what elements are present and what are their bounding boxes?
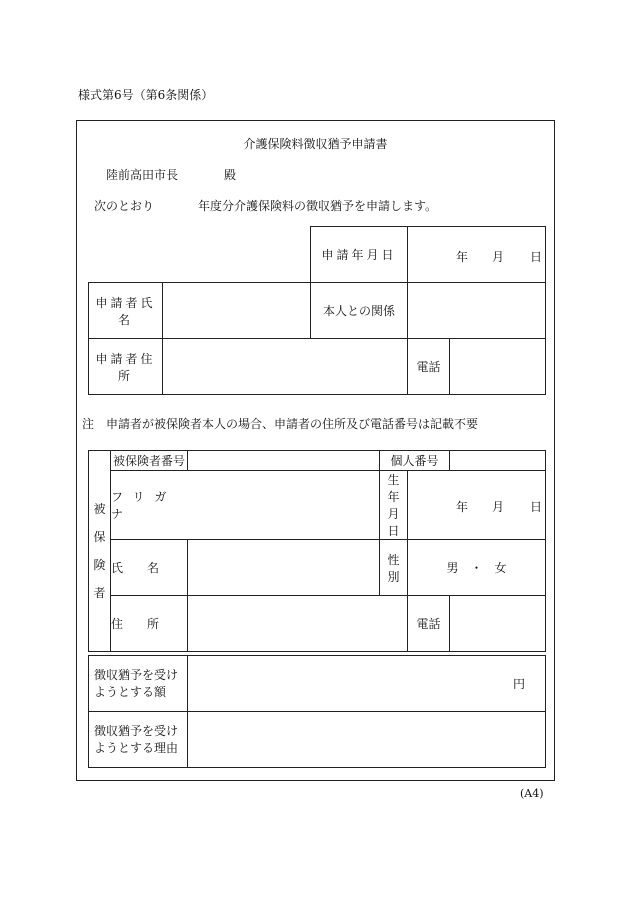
birth-day-unit: 日 [530, 500, 543, 514]
side-char-4: 者 [93, 586, 106, 600]
deferral-reason-field[interactable] [188, 712, 546, 768]
application-date-label: 申請年月日 [311, 227, 408, 283]
deferral-amount-field[interactable] [188, 656, 546, 712]
gender-label: 性 別 [380, 540, 408, 596]
insured-side-label [89, 451, 111, 652]
addressee-honorific: 殿 [224, 168, 237, 182]
insured-phone-label: 電話 [408, 596, 450, 652]
furigana-field[interactable] [188, 471, 334, 540]
birth-date-label [380, 471, 412, 540]
amount-label-line1: 徴収猶予を受け [94, 667, 179, 682]
relation-label: 本人との関係 [311, 283, 408, 339]
deferral-table [88, 655, 546, 768]
applicant-address-label: 申請者住所 [89, 339, 163, 395]
applicant-table [88, 226, 546, 395]
insured-number-field[interactable] [188, 451, 380, 471]
application-date-field[interactable] [408, 227, 546, 283]
note-text: 注 申請者が被保険者本人の場合、申請者の住所及び電話番号は記載不要 [82, 417, 479, 431]
date-day-unit: 日 [530, 249, 543, 264]
insured-name-label: 氏 名 [111, 540, 188, 596]
insured-table [88, 450, 546, 652]
applicant-name-label: 申請者氏名 [89, 283, 163, 339]
deferral-reason-label [89, 712, 188, 768]
date-year-unit: 年 [456, 249, 469, 264]
insured-name-field[interactable] [188, 540, 380, 596]
insured-number-label: 被保険者番号 [111, 451, 188, 471]
birth-label-line1: 生 年 [387, 473, 412, 504]
intro-prefix: 次のとおり [94, 199, 155, 213]
gender-choice[interactable]: 男 ・ 女 [408, 540, 546, 596]
birth-month-unit: 月 [492, 500, 505, 514]
personal-number-field[interactable] [450, 451, 546, 471]
applicant-address-field[interactable] [163, 339, 408, 395]
form-title: 介護保険料徴収猶予申請書 [243, 137, 388, 151]
reason-label-line1: 徴収猶予を受け [94, 723, 179, 738]
birth-date-field[interactable] [408, 471, 546, 540]
birth-year-unit: 年 [456, 500, 469, 514]
birth-label-line2: 月 日 [387, 507, 412, 538]
date-month-unit: 月 [492, 249, 505, 264]
applicant-name-field[interactable] [163, 283, 311, 339]
insured-address-label: 住 所 [111, 596, 188, 652]
amount-label-line2: ようとする額 [94, 684, 167, 699]
form-number: 様式第6号（第6条関係） [78, 88, 214, 102]
side-char-2: 保 [93, 530, 106, 544]
furigana-label: フリガナ [111, 471, 188, 540]
insured-address-field[interactable] [188, 596, 408, 652]
insured-phone-field[interactable] [450, 596, 546, 652]
deferral-amount-label [89, 656, 188, 712]
intro-suffix: 年度分介護保険料の徴収猶予を申請します。 [198, 199, 438, 213]
addressee-mayor: 陸前高田市長 [106, 168, 179, 182]
side-char-1: 被 [93, 502, 106, 516]
applicant-phone-label: 電話 [408, 339, 450, 395]
paper-size-note: (A4) [520, 787, 544, 800]
personal-number-label: 個人番号 [380, 451, 450, 471]
amount-unit: 円 [512, 677, 525, 691]
applicant-phone-field[interactable] [450, 339, 546, 395]
side-char-3: 険 [93, 558, 106, 572]
relation-field[interactable] [408, 283, 546, 339]
reason-label-line2: ようとする理由 [94, 740, 179, 755]
